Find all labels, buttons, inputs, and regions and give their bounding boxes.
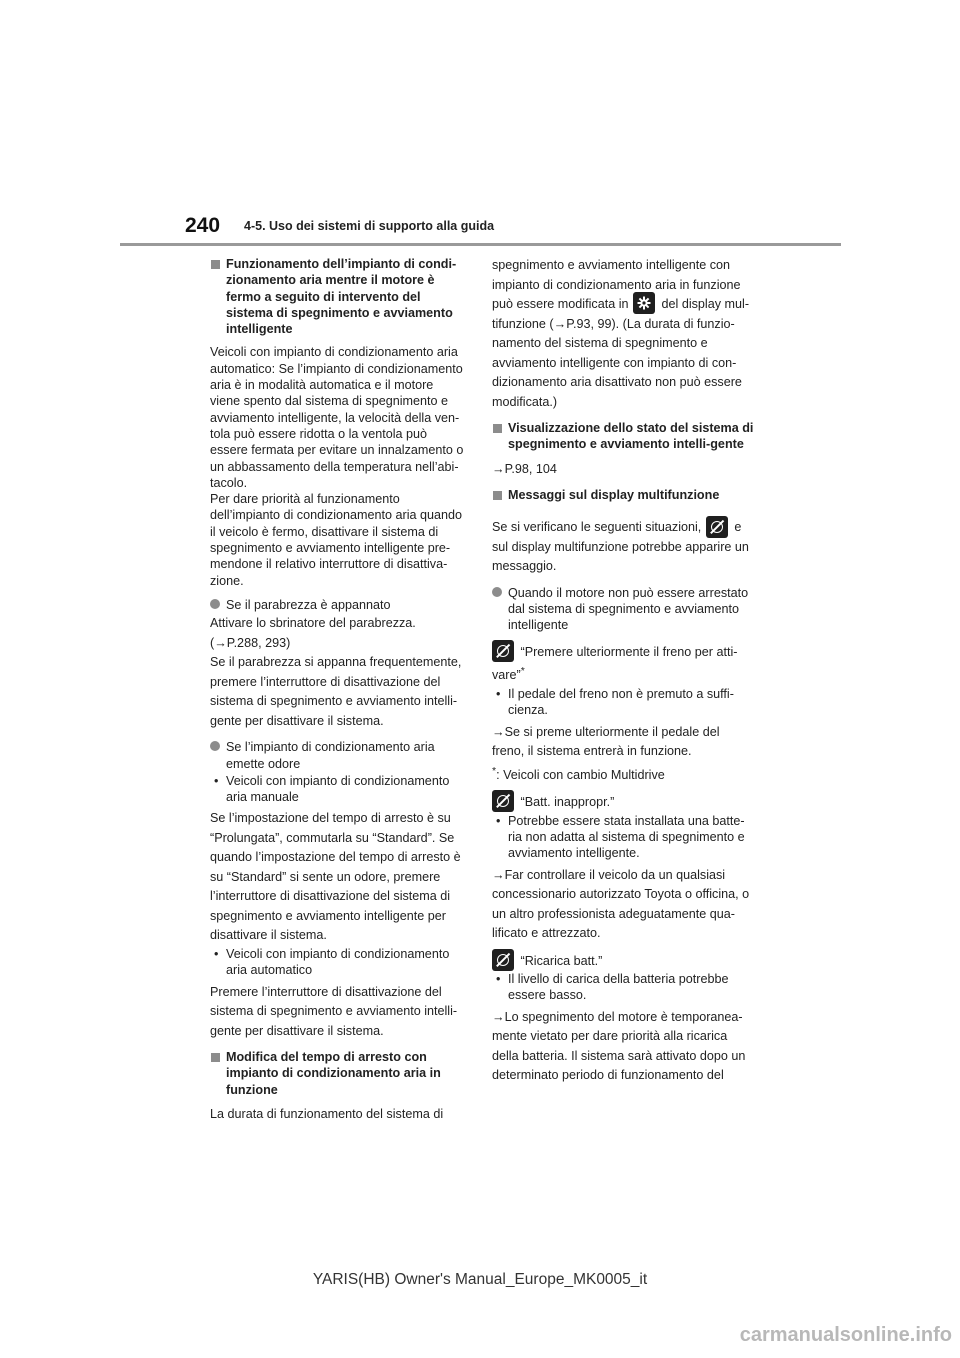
paragraph: →Se si preme ulteriormente il pedale del freno, il sistema entrerà in funzione.	[492, 724, 720, 759]
stop-start-indicator-icon	[706, 516, 728, 538]
left-column	[210, 256, 466, 1124]
message-item: “Ricarica batt.”	[492, 952, 754, 972]
sub-bullet: • Potrebbe essere stata installata una batte-ria non adatta al sistema di spegnimento e avviamento intelligente.	[496, 813, 745, 861]
stop-start-indicator-icon	[492, 640, 514, 662]
stop-start-indicator-icon	[492, 790, 514, 812]
paragraph: →Lo spegnimento del motore è temporanea-mente vietato per dare priorità alla ricarica della batteria. Il sistema sarà attivato dopo un determinato periodo di funzionamento del	[492, 1009, 746, 1083]
square-bullet-icon	[493, 491, 502, 500]
page-reference: (→P.288, 293)	[210, 635, 291, 650]
page-number: 240	[185, 214, 221, 237]
sub-bullet: • Il pedale del freno non è premuto a suffi-cienza.	[496, 686, 734, 718]
heading-stop-time: Modifica del tempo di arresto con impianto di condizionamento aria in funzione	[210, 1049, 466, 1098]
bullet-engine-not-stopped: Quando il motore non può essere arrestato dal sistema di spegnimento e avviamento intelligente	[492, 585, 754, 634]
paragraph: Attivare lo sbrinatore del parabrezza.	[210, 616, 416, 631]
bullet-windshield-fogged: Se il parabrezza è appannato	[210, 597, 466, 613]
page-reference: →P.98, 104	[492, 461, 557, 476]
right-column	[492, 256, 754, 1086]
header-divider	[120, 243, 841, 246]
square-bullet-icon	[493, 424, 502, 433]
circle-bullet-icon	[492, 587, 502, 597]
gear-icon	[637, 296, 651, 310]
settings-icon	[633, 292, 655, 314]
footer-manual-id: YARIS(HB) Owner's Manual_Europe_MK0005_it	[312, 1271, 648, 1288]
paragraph: Se il parabrezza si appanna frequentemente, premere l’interruttore di disattivazione del sistema di spegnimento e avviamento intelli-gente per disattivare il sistema.	[210, 655, 462, 728]
bullet-ac-odor: Se l’impianto di condizionamento aria emette odore	[210, 739, 466, 772]
sub-bullet: • Veicoli con impianto di condizionamento aria automatico	[214, 946, 450, 978]
footnote: *: Veicoli con cambio Multidrive	[492, 764, 665, 782]
paragraph: →Far controllare il veicolo da un qualsiasi concessionario autorizzato Toyota o officina, o un altro professionista adeguatamente qua-lificato e attrezzato.	[492, 867, 750, 941]
sub-bullet: • Veicoli con impianto di condizionamento aria manuale	[214, 773, 450, 805]
paragraph: Per dare priorità al funzionamento dell’impianto di condizionamento aria quando il veicolo è fermo, disattivare il sistema di spegnimento e avviamento intelligente pre-mendone il relativo interruttore di disattiva-zione.	[210, 492, 463, 588]
paragraph: spegnimento e avviamento intelligente con impianto di condizionamento aria in funzione può essere modificata in del display mul-tifunzione (→P.93, 99). (La durata di funzio-namento del sistema di spegnimento e avviamento intelligente con impianto di con-dizionamento aria disattivato non può essere modificata.)	[492, 258, 750, 409]
paragraph: Se si verificano le seguenti situazioni, e sul display multifunzione potrebbe apparire un messaggio.	[492, 518, 754, 577]
message-item: “Batt. inappropr.”	[492, 793, 754, 813]
watermark: carmanualsonline.info	[739, 1324, 952, 1346]
paragraph: Premere l’interruttore di disattivazione del sistema di spegnimento e avviamento intelli-gente per disattivare il sistema.	[210, 984, 458, 1038]
paragraph: La durata di funzionamento del sistema di	[210, 1106, 444, 1121]
message-item: “Premere ulteriormente il freno per atti-vare”*	[492, 643, 754, 686]
paragraph: Se l’impostazione del tempo di arresto è su “Prolungata”, commutarla su “Standard”. Se quando l’impostazione del tempo di arresto è su “Standard” si sente un odore, premere l’interruttore di disattivazione del sistema di spegnimento e avviamento intelligente per disattivare il sistema.	[210, 811, 461, 943]
heading-ac-operation: Funzionamento dell’impianto di condi-zionamento aria mentre il motore è fermo a seguito di intervento del sistema di spegnimento e avviamento intelligente	[210, 256, 466, 337]
square-bullet-icon	[211, 1053, 220, 1062]
paragraph: Veicoli con impianto di condizionamento aria automatico: Se l’impianto di condizionamento aria è in modalità automatica e il motore viene spento dal sistema di spegnimento e avviamento intelligente, la velocità della ven-tola può essere ridotta o la ventola può essere fermata per evitare un innalzamento o un abbassamento della temperatura nell’abi-tacolo.	[210, 345, 464, 490]
heading-status-display: Visualizzazione dello stato del sistema di spegnimento e avviamento intelli-gente	[492, 420, 754, 453]
section-title: 4-5. Uso dei sistemi di supporto alla guida	[244, 219, 495, 233]
circle-bullet-icon	[210, 599, 220, 609]
circle-bullet-icon	[210, 741, 220, 751]
stop-start-indicator-icon	[492, 949, 514, 971]
square-bullet-icon	[211, 260, 220, 269]
sub-bullet: • Il livello di carica della batteria potrebbe essere basso.	[496, 972, 729, 1003]
heading-messages: Messaggi sul display multifunzione	[492, 487, 754, 503]
